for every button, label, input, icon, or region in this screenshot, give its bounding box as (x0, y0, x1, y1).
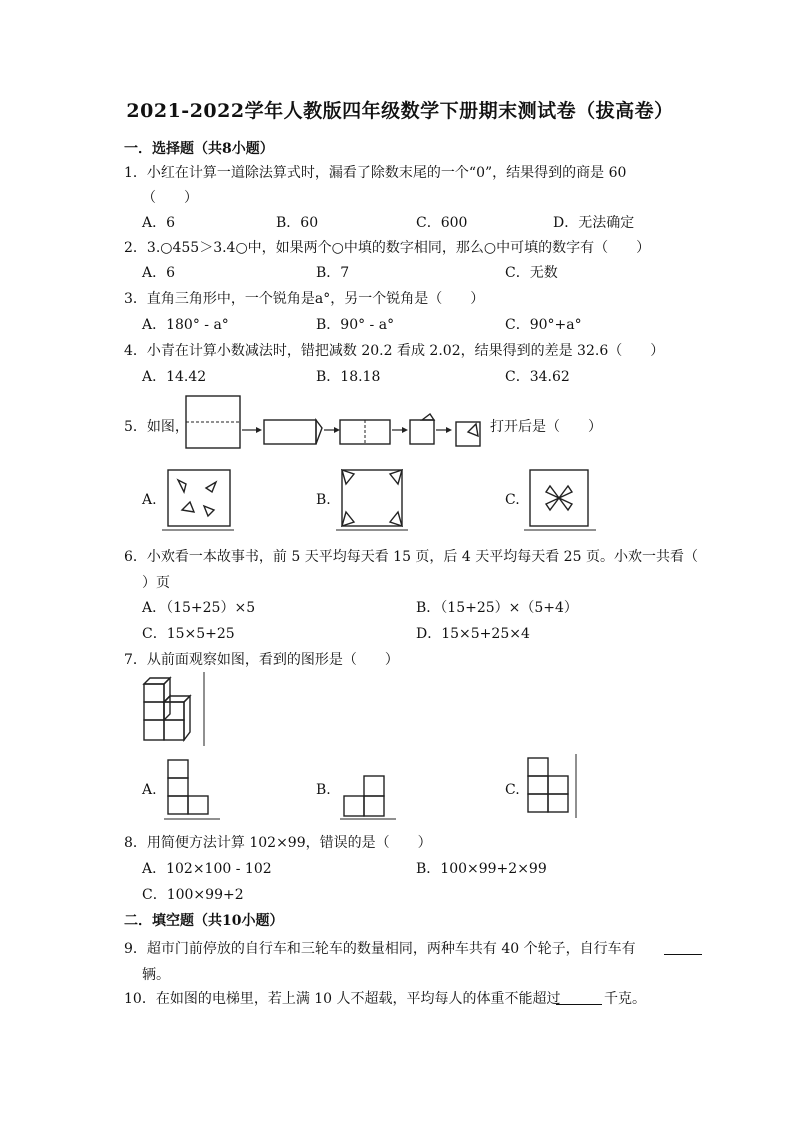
section-heading-choice: 一．选择题（共8小题） (124, 141, 274, 157)
q2-option-c[interactable]: C．无数 (505, 265, 558, 281)
q5-option-a-figure[interactable] (160, 466, 236, 534)
q4-option-b[interactable]: B．18.18 (316, 369, 381, 385)
q9-answer-blank[interactable] (664, 940, 702, 955)
q7-option-a-figure[interactable] (164, 758, 224, 822)
q10-answer-blank[interactable] (556, 990, 602, 1005)
q8-option-c[interactable]: C．100×99+2 (142, 887, 244, 903)
q2-option-b[interactable]: B．7 (316, 265, 350, 281)
q7-option-b-figure[interactable] (340, 770, 400, 822)
q8-option-b[interactable]: B．100×99+2×99 (416, 861, 547, 877)
q5-option-b-figure[interactable] (334, 466, 410, 534)
q10-tail-text: 千克。 (604, 991, 646, 1007)
q5-tail-text: 打开后是（ ） (490, 419, 602, 435)
q5-option-b[interactable]: B. (316, 492, 331, 508)
q6-continuation: ）页 (142, 575, 170, 591)
q1-text: 1．小红在计算一道除法算式时，漏看了除数末尾的一个“0”，结果得到的商是 60 (124, 165, 627, 181)
q8-option-a[interactable]: A．102×100 - 102 (142, 861, 272, 877)
page-title: 2021-2022学年人教版四年级数学下册期末测试卷（拔高卷） (126, 100, 674, 122)
q5-option-c[interactable]: C. (505, 492, 520, 508)
q3-option-b[interactable]: B．90° - a° (316, 317, 395, 333)
q3-text: 3．直角三角形中，一个锐角是a°，另一个锐角是（ ） (124, 291, 485, 307)
q8-text: 8．用简便方法计算 102×99，错误的是（ ） (124, 835, 432, 851)
q6-option-c[interactable]: C．15×5+25 (142, 626, 235, 642)
paper-folding-figure (184, 394, 494, 454)
q5-option-c-figure[interactable] (522, 466, 598, 534)
q10-text: 10．在如图的电梯里，若上满 10 人不超载，平均每人的体重不能超过 (124, 991, 561, 1007)
q7-option-a[interactable]: A. (142, 782, 157, 798)
cube-stack-figure (140, 670, 210, 750)
q1-option-a[interactable]: A．6 (142, 215, 176, 231)
q7-option-c[interactable]: C. (505, 782, 520, 798)
q1-paren: （ ） (142, 190, 198, 206)
q7-option-b[interactable]: B. (316, 782, 331, 798)
q9-text: 9．超市门前停放的自行车和三轮车的数量相同，两种车共有 40 个轮子，自行车有 (124, 941, 636, 957)
q2-text: 2．3.○455＞3.4○中，如果两个○中填的数字相同，那么○中可填的数字有（ ） (124, 240, 651, 256)
q9-continuation: 辆。 (142, 967, 170, 983)
q4-option-c[interactable]: C．34.62 (505, 369, 570, 385)
q5-option-a[interactable]: A. (142, 492, 157, 508)
q1-option-b[interactable]: B．60 (276, 215, 319, 231)
q6-option-b[interactable]: B．（15+25）×（5+4） (416, 600, 578, 616)
q6-option-d[interactable]: D．15×5+25×4 (416, 626, 530, 642)
q1-option-d[interactable]: D．无法确定 (553, 215, 635, 231)
section-heading-fill: 二．填空题（共10小题） (124, 913, 284, 929)
q7-option-c-figure[interactable] (524, 752, 584, 822)
q6-option-a[interactable]: A．（15+25）×5 (142, 600, 256, 616)
q2-option-a[interactable]: A．6 (142, 265, 176, 281)
q5-text: 5．如图， (124, 419, 189, 435)
q4-option-a[interactable]: A．14.42 (142, 369, 207, 385)
q4-text: 4．小青在计算小数减法时，错把减数 20.2 看成 2.02，结果得到的差是 32.6（ ） (124, 343, 665, 359)
q3-option-c[interactable]: C．90°+a° (505, 317, 582, 333)
q1-option-c[interactable]: C．600 (416, 215, 468, 231)
q7-text: 7．从前面观察如图，看到的图形是（ ） (124, 652, 399, 668)
q3-option-a[interactable]: A．180° - a° (142, 317, 229, 333)
q6-text: 6．小欢看一本故事书，前 5 天平均每天看 15 页，后 4 天平均每天看 25 页。小欢一共看（ (124, 549, 698, 565)
